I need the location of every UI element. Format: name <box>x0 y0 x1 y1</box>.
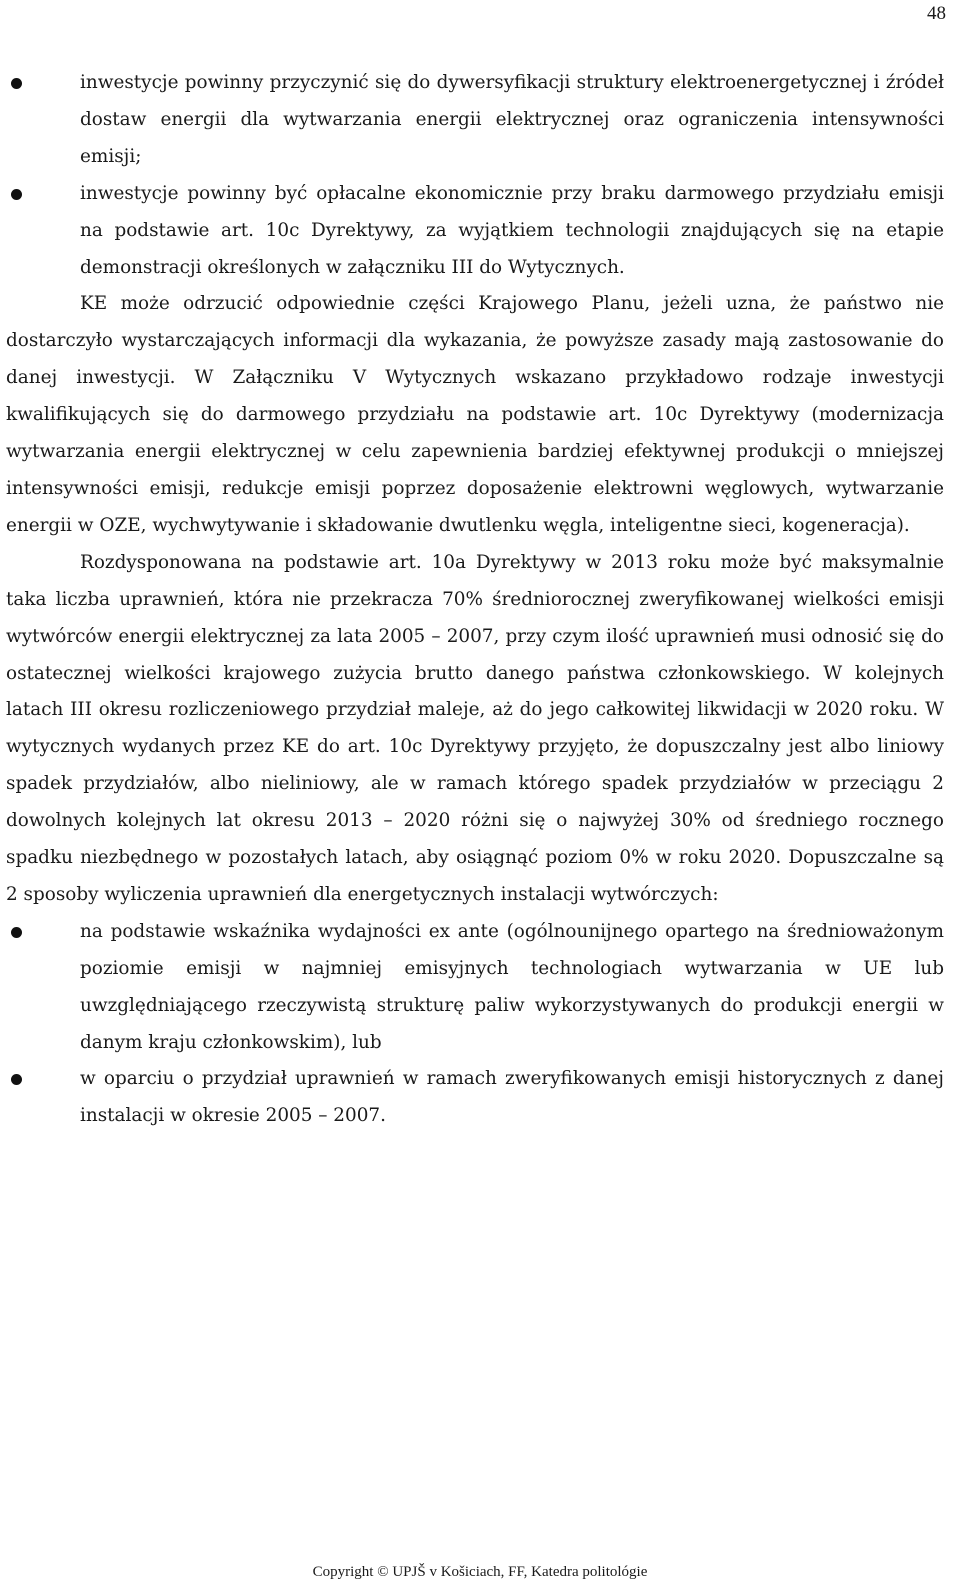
bullet-dot-icon <box>11 1074 22 1085</box>
paragraph-allocation: Rozdysponowana na podstawie art. 10a Dyrektywy w 2013 roku może być maksymalnie taka liczba uprawnień, która nie przekracza 70% średniorocznej zweryfikowanej wielkości emisji wytwórców energii elektrycznej za lata 2005 – 2007, przy czym ilość uprawnień musi odnosić się do ostatecznej wielkości krajowego zużycia brutto danego państwa członkowskiego. W kolejnych latach III okresu rozliczeniowego przydział maleje, aż do jego całkowitej likwidacji w 2020 roku. W wytycznych wydanych przez KE do art. 10c Dyrektywy przyjęto, że dopuszczalny jest albo liniowy spadek przydziałów, albo nieliniowy, ale w ramach którego spadek przydziałów w przeciągu 2 dowolnych kolejnych lat okresu 2013 – 2020 różni się o najwyżej 30% od średniego rocznego spadku niezbędnego w pozostałych latach, aby osiągnąć poziom 0% w roku 2020. Dopuszczalne są 2 sposoby wyliczenia uprawnień dla energetycznych instalacji wytwórczych: <box>6 551 944 905</box>
bullet-dot-icon <box>11 78 22 89</box>
list-item-text: inwestycje powinny być opłacalne ekonomicznie przy braku darmowego przydziału emisji na podstawie art. 10c Dyrektywy, za wyjątkiem technologii znajdujących się na etapie demonstracji określonych w załączniku III do Wytycznych. <box>80 182 944 278</box>
copyright-text: Copyright © UPJŠ v Košiciach, FF, Katedra politológie <box>312 1564 648 1580</box>
page-number: 48 <box>927 3 946 24</box>
bullet-list-requirements <box>6 65 944 286</box>
bullet-dot-icon <box>11 927 22 938</box>
bullet-dot-icon <box>11 189 22 200</box>
list-item <box>6 176 944 287</box>
list-item-text: na podstawie wskaźnika wydajności ex ante (ogólnounijnego opartego na średnioważonym poziomie emisji w najmniej emisyjnych technologiach wytwarzania w UE lub uwzględniającego rzeczywistą strukturę paliw wykorzystywanych do produkcji energii w danym kraju członkowskim), lub <box>80 920 944 1053</box>
list-item-text: inwestycje powinny przyczynić się do dywersyfikacji struktury elektroenergetycznej i źródeł dostaw energii dla wytwarzania energii elektrycznej oraz ograniczenia intensywności emisji; <box>80 72 944 167</box>
bullet-list-methods <box>6 914 944 1135</box>
document-body <box>6 65 944 1135</box>
page-footer <box>0 1564 960 1581</box>
list-item <box>6 1061 944 1135</box>
paragraph-ke-review: KE może odrzucić odpowiednie części Krajowego Planu, jeżeli uzna, że państwo nie dostarczyło wystarczających informacji dla wykazania, że powyższe zasady mają zastosowanie do danej inwestycji. W Załączniku V Wytycznych wskazano przykładowo rodzaje inwestycji kwalifikujących się do darmowego przydziału na podstawie art. 10c Dyrektywy (modernizacja wytwarzania energii elektrycznej w celu zapewnienia bardziej efektywnej produkcji o mniejszej intensywności emisji, redukcje emisji poprzez doposażenie elektrowni węglowych, wytwarzanie energii w OZE, wychwytywanie i składowanie dwutlenku węgla, inteligentne sieci, kogeneracja). <box>6 293 944 536</box>
list-item <box>6 914 944 1062</box>
list-item-text: w oparciu o przydział uprawnień w ramach zweryfikowanych emisji historycznych z danej instalacji w okresie 2005 – 2007. <box>80 1068 944 1127</box>
list-item <box>6 65 944 176</box>
